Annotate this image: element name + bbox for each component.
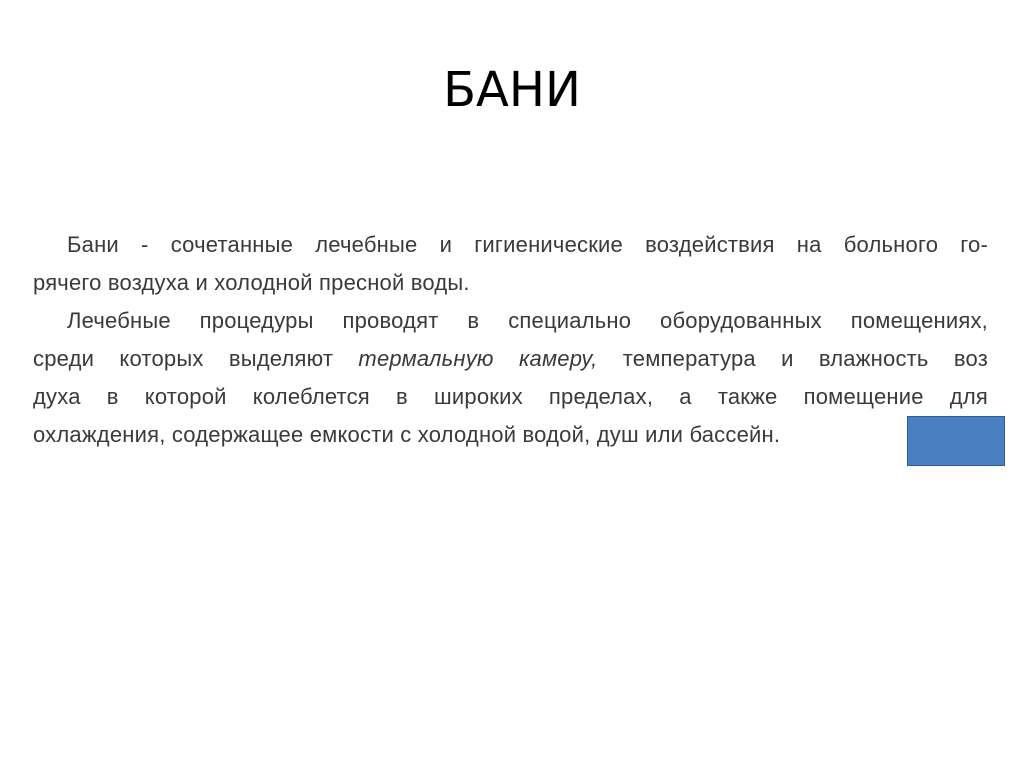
slide-title: БАНИ (443, 62, 581, 118)
body-text (33, 226, 988, 454)
paragraph-2-line-4: охлаждения, содержащее емкости с холодной водой, душ или бассейн. (33, 422, 781, 447)
paragraph-2-line-2-start: среди которых выделяют (33, 346, 359, 371)
blue-rectangle (907, 416, 1005, 466)
paragraph-2-line-2 (33, 340, 988, 378)
paragraph-2-line-2-end: температура и влажность воз (597, 346, 988, 371)
paragraph-1-line-2: рячего воздуха и холодной пресной воды. (33, 270, 470, 295)
paragraph-2-line-1: Лечебные процедуры проводят в специально оборудованных помещениях, (67, 308, 988, 333)
paragraph-2-line-3: духа в которой колеблется в широких пределах, а также помещение для (33, 384, 988, 409)
paragraph-1-line-1: Бани - сочетанные лечебные и гигиенические воздействия на больного го- (67, 232, 988, 257)
thermal-chamber-italic: термальную камеру, (358, 346, 598, 371)
